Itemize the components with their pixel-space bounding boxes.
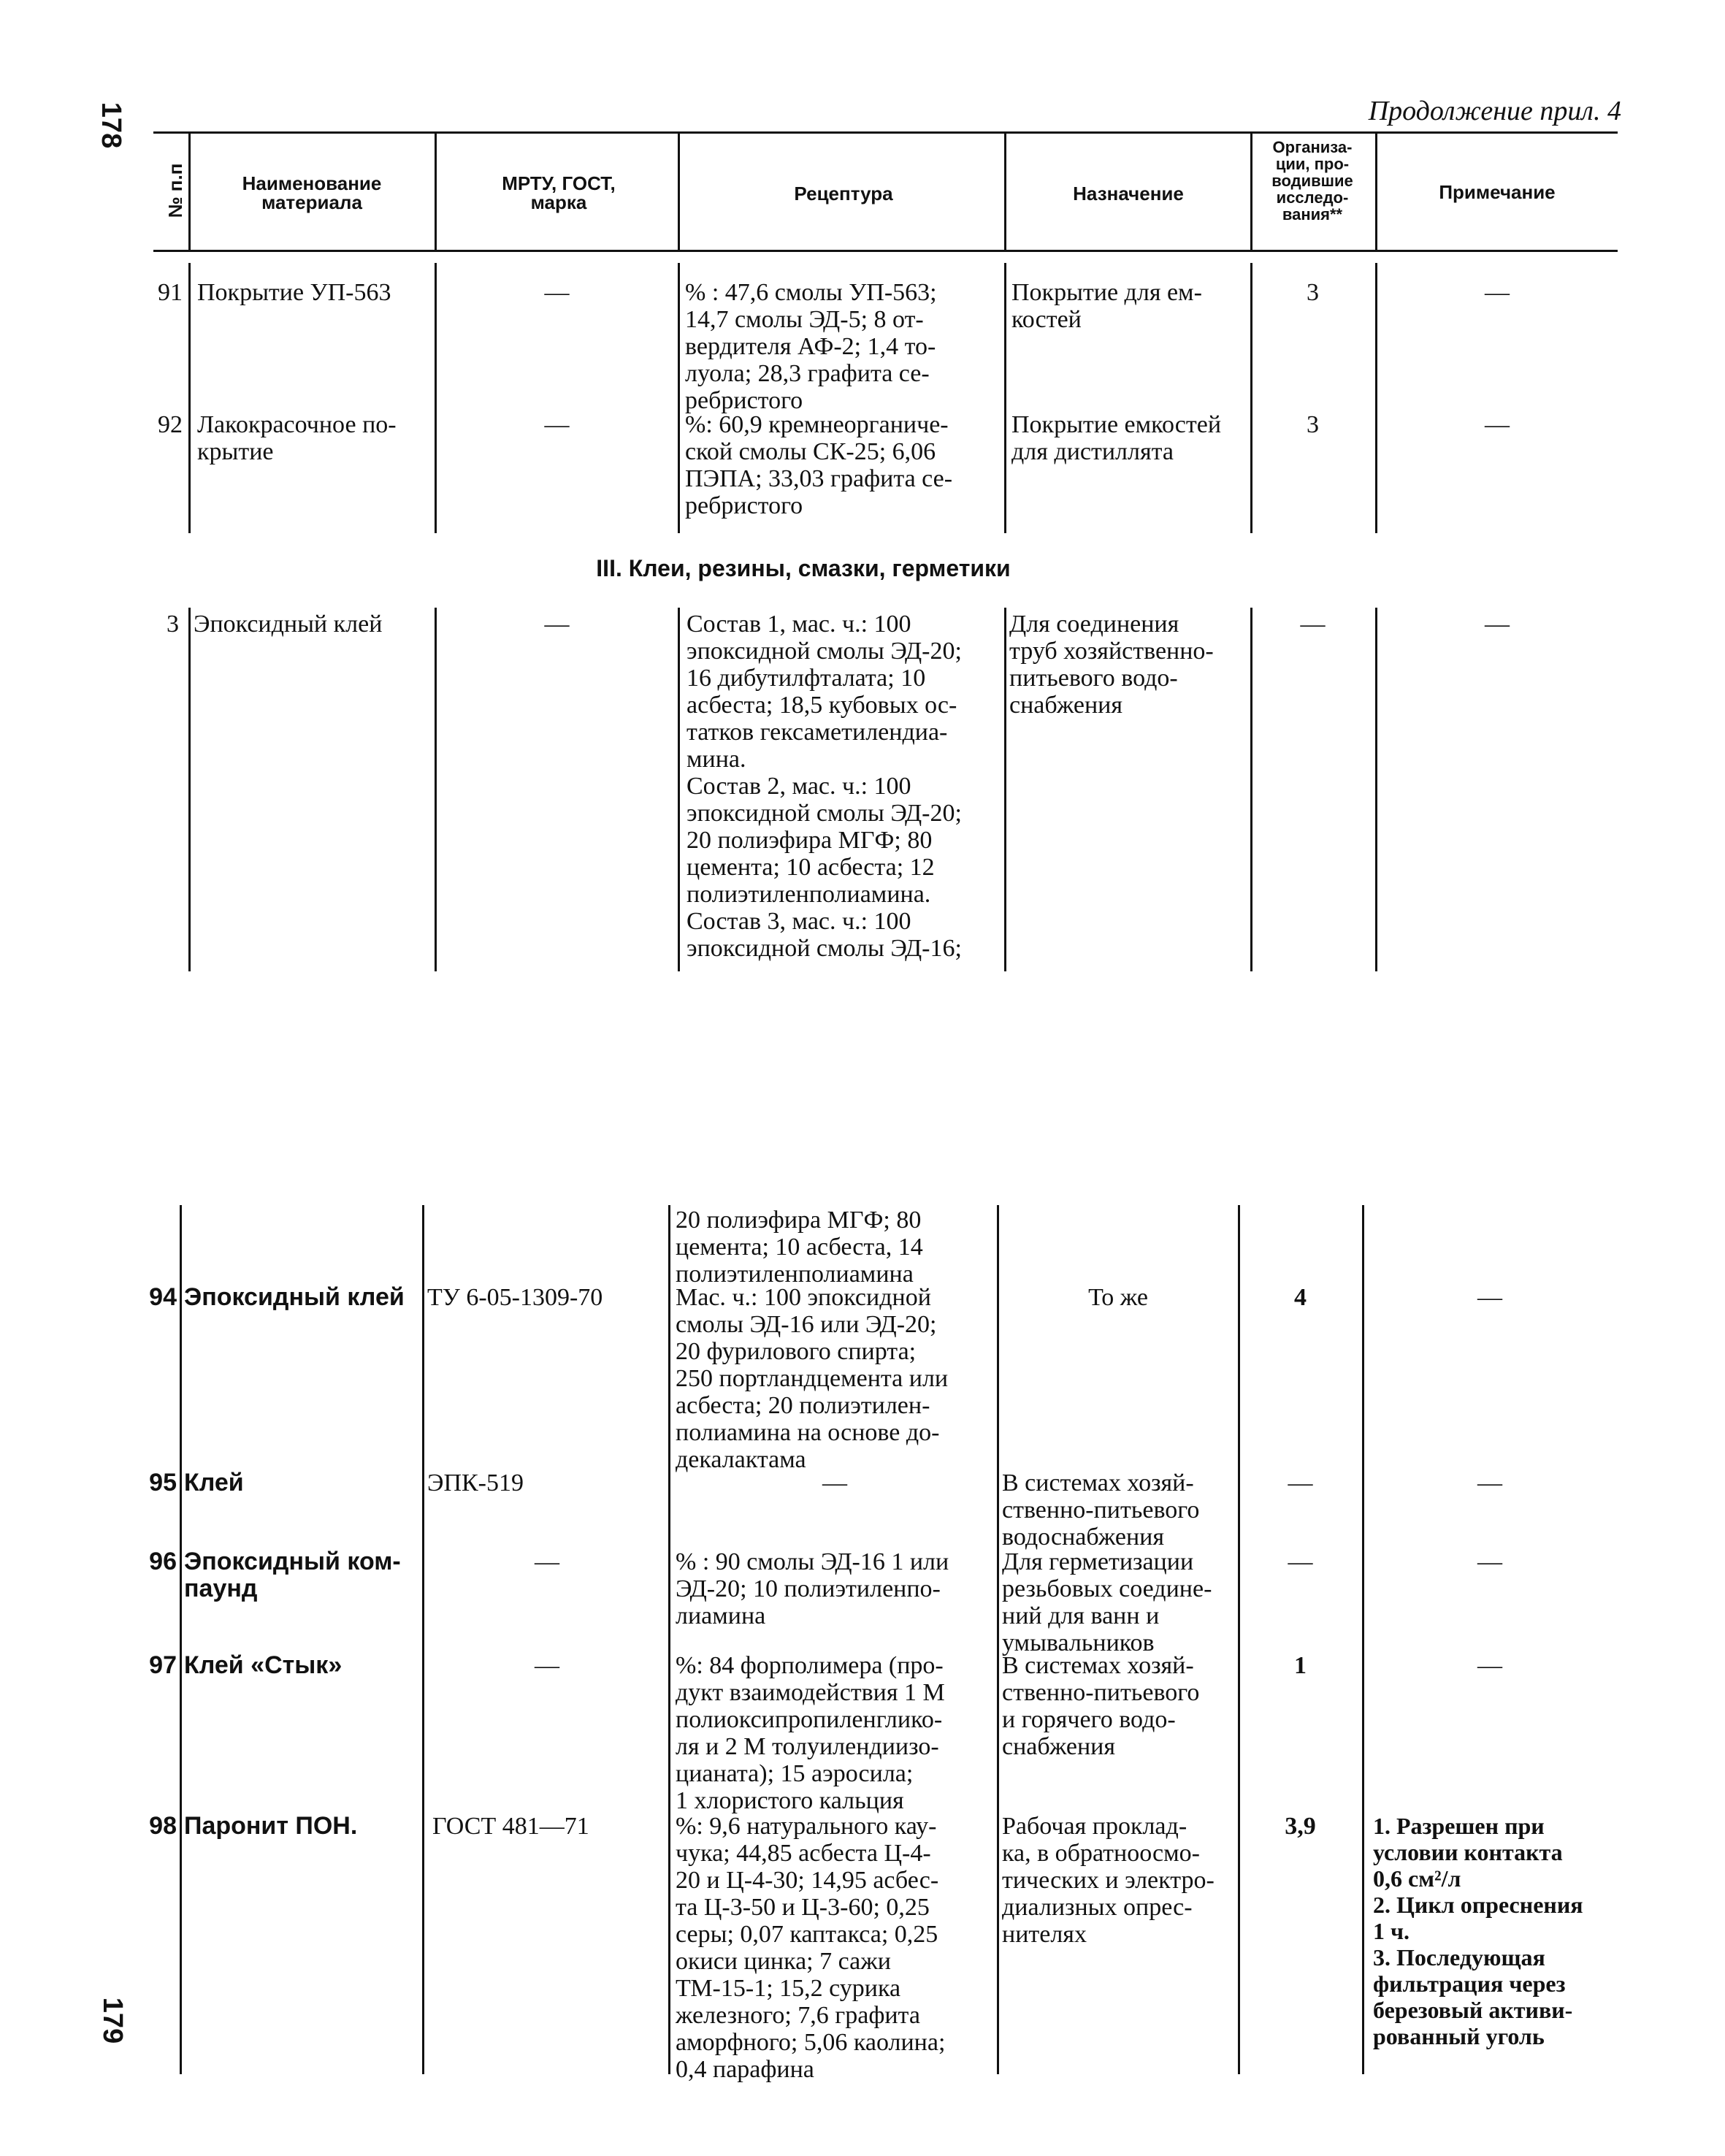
row-95-note: — <box>1477 1469 1502 1496</box>
header-purpose: Назначение <box>1073 183 1184 204</box>
row-94-note: — <box>1477 1284 1502 1311</box>
page-number-bottom: 179 <box>97 1997 129 2044</box>
row-94-num: 94 <box>149 1283 177 1311</box>
row-91-num: 91 <box>158 279 183 306</box>
row-92-purpose: Покрытие емкостей для дистиллята <box>1011 411 1222 465</box>
row-94-standard: ТУ 6-05-1309-70 <box>427 1284 603 1311</box>
row-95-num: 95 <box>149 1469 177 1496</box>
col-rule <box>1362 1205 1364 2074</box>
row-95-purpose: В системах хозяй- ственно-питьевого водоснабжения <box>1002 1469 1200 1551</box>
col-rule <box>1250 134 1252 251</box>
row-92-recipe: %: 60,9 кремнеорганиче- ской смолы СК-25; 6,06 ПЭПА; 33,03 графита се- ребристого <box>685 411 953 519</box>
header-bottom-rule <box>153 250 1618 252</box>
col-rule <box>1375 134 1377 251</box>
row-91-name: Покрытие УП-563 <box>197 279 391 306</box>
row-98-standard: ГОСТ 481—71 <box>432 1813 589 1840</box>
row-98-orgs: 3,9 <box>1285 1813 1316 1840</box>
running-title: Продолжение прил. 4 <box>1368 96 1621 126</box>
col-rule <box>997 1205 999 2074</box>
row-97-name: Клей «Стык» <box>184 1651 343 1679</box>
header-note: Примечание <box>1439 181 1556 203</box>
row-92-orgs: 3 <box>1307 411 1319 438</box>
row-95-standard: ЭПК-519 <box>427 1469 524 1496</box>
col-rule <box>1238 1205 1240 2074</box>
page-number-top: 178 <box>96 102 127 149</box>
section-row-note: — <box>1485 611 1510 638</box>
header-orgs: Организа- ции, про- водившие исследо- вания** <box>1271 138 1353 223</box>
section-title: III. Клеи, резины, смазки, герметики <box>596 555 1011 581</box>
col-rule <box>1250 608 1252 971</box>
row-94-name: Эпоксидный клей <box>184 1283 405 1311</box>
col-rule <box>188 263 191 533</box>
row-96-standard: — <box>535 1548 559 1575</box>
row-92-standard: — <box>544 411 570 438</box>
row-96-note: — <box>1477 1548 1502 1575</box>
row-98-note: 1. Разрешен при условии контакта 0,6 см²/л 2. Цикл опреснения 1 ч. 3. Последующая фильтрация через березовый активи- рованный уголь <box>1373 1813 1583 2049</box>
row-91-note: — <box>1485 279 1510 306</box>
col-rule <box>422 1205 424 2074</box>
row-97-recipe: %: 84 форполимера (про- дукт взаимодействия 1 М полиоксипропиленглико- ля и 2 М толуилендиизо- цианата); 15 аэросила; 1 хлористого кальция <box>676 1652 945 1814</box>
col-rule <box>1004 608 1006 971</box>
col-rule <box>1375 608 1377 971</box>
col-rule <box>435 263 437 533</box>
header-standard: МРТУ, ГОСТ, марка <box>502 172 616 213</box>
section-row-num: 3 <box>167 611 179 638</box>
row-98-purpose: Рабочая проклад- ка, в обратноосмо- тических и электро- диализных опрес- нителях <box>1002 1813 1215 1948</box>
row-97-note: — <box>1477 1652 1502 1679</box>
row-96-orgs: — <box>1288 1548 1313 1575</box>
row-91-purpose: Покрытие для ем- костей <box>1011 279 1202 333</box>
row-98-recipe: %: 9,6 натурального кау- чука; 44,85 асбеста Ц-4- 20 и Ц-4-30; 14,95 асбес- та Ц-3-50 и Ц-3-60; 0,25 серы; 0,07 каптакса; 0,25 окиси цинка; 7 сажи ТМ-15-1; 15,2 сурика железного; 7,6 графита аморфного; 5,06 каолина; 0,4 парафина <box>676 1813 946 2083</box>
row-95-recipe: — <box>822 1469 847 1496</box>
continuation-recipe: 20 полиэфира МГФ; 80 цемента; 10 асбеста, 14 полиэтиленполиамина <box>676 1207 923 1288</box>
col-rule <box>678 263 680 533</box>
col-rule <box>188 134 191 251</box>
header-num: № п.п <box>164 163 186 218</box>
col-rule <box>668 1205 670 2074</box>
header-recipe: Рецептура <box>794 183 893 204</box>
row-94-recipe: Мас. ч.: 100 эпоксидной смолы ЭД-16 или ЭД-20; 20 фурилового спирта; 250 портландцемента или асбеста; 20 полиэтилен- полиамина на основе до- декалактама <box>676 1284 949 1473</box>
section-row-orgs: — <box>1300 611 1326 638</box>
col-rule <box>678 134 680 251</box>
section-row-name: Эпоксидный клей <box>194 611 383 638</box>
row-91-orgs: 3 <box>1307 279 1319 306</box>
row-91-recipe: % : 47,6 смолы УП-563; 14,7 смолы ЭД-5; 8 от- вердителя АФ-2; 1,4 то- луола; 28,3 графита се- ребристого <box>685 279 937 414</box>
row-94-purpose: То же <box>1088 1284 1148 1311</box>
col-rule <box>1004 263 1006 533</box>
row-96-num: 96 <box>149 1548 177 1575</box>
col-rule <box>435 134 437 251</box>
section-row-purpose: Для соединения труб хозяйственно- питьевого водо- снабжения <box>1009 611 1214 719</box>
row-91-standard: — <box>544 279 570 306</box>
row-94-orgs: 4 <box>1294 1284 1307 1311</box>
header-name: Наименование материала <box>242 172 382 213</box>
row-96-name: Эпоксидный ком- паунд <box>184 1548 401 1602</box>
row-98-num: 98 <box>149 1812 177 1840</box>
col-rule <box>1375 263 1377 533</box>
section-row-recipe: Состав 1, мас. ч.: 100 эпоксидной смолы ЭД-20; 16 дибутилфталата; 10 асбеста; 18,5 кубовых ос- татков гексаметилендиа- мина. Состав 2, мас. ч.: 100 эпоксидной смолы ЭД-20; 20 полиэфира МГФ; 80 цемента; 10 асбеста; 12 полиэтиленполиамина. Состав 3, мас. ч.: 100 эпоксидной смолы ЭД-16; <box>686 611 962 962</box>
col-rule <box>435 608 437 971</box>
row-92-num: 92 <box>158 411 183 438</box>
row-95-name: Клей <box>184 1469 244 1496</box>
row-97-orgs: 1 <box>1294 1652 1307 1679</box>
row-97-purpose: В системах хозяй- ственно-питьевого и горячего водо- снабжения <box>1002 1652 1200 1760</box>
header-top-rule <box>153 131 1618 134</box>
row-97-num: 97 <box>149 1651 177 1679</box>
col-rule <box>678 608 680 971</box>
row-92-name: Лакокрасочное по- крытие <box>197 411 397 465</box>
row-96-purpose: Для герметизации резьбовых соедине- ний для ванн и умывальников <box>1002 1548 1212 1656</box>
row-92-note: — <box>1485 411 1510 438</box>
row-97-standard: — <box>535 1652 559 1679</box>
row-96-recipe: % : 90 смолы ЭД-16 1 или ЭД-20; 10 полиэтиленпо- лиамина <box>676 1548 949 1629</box>
row-98-name: Паронит ПОН. <box>184 1812 358 1840</box>
col-rule <box>180 1205 182 2074</box>
section-row-standard: — <box>544 611 570 638</box>
col-rule <box>188 608 191 971</box>
col-rule <box>1004 134 1006 251</box>
row-95-orgs: — <box>1288 1469 1313 1496</box>
